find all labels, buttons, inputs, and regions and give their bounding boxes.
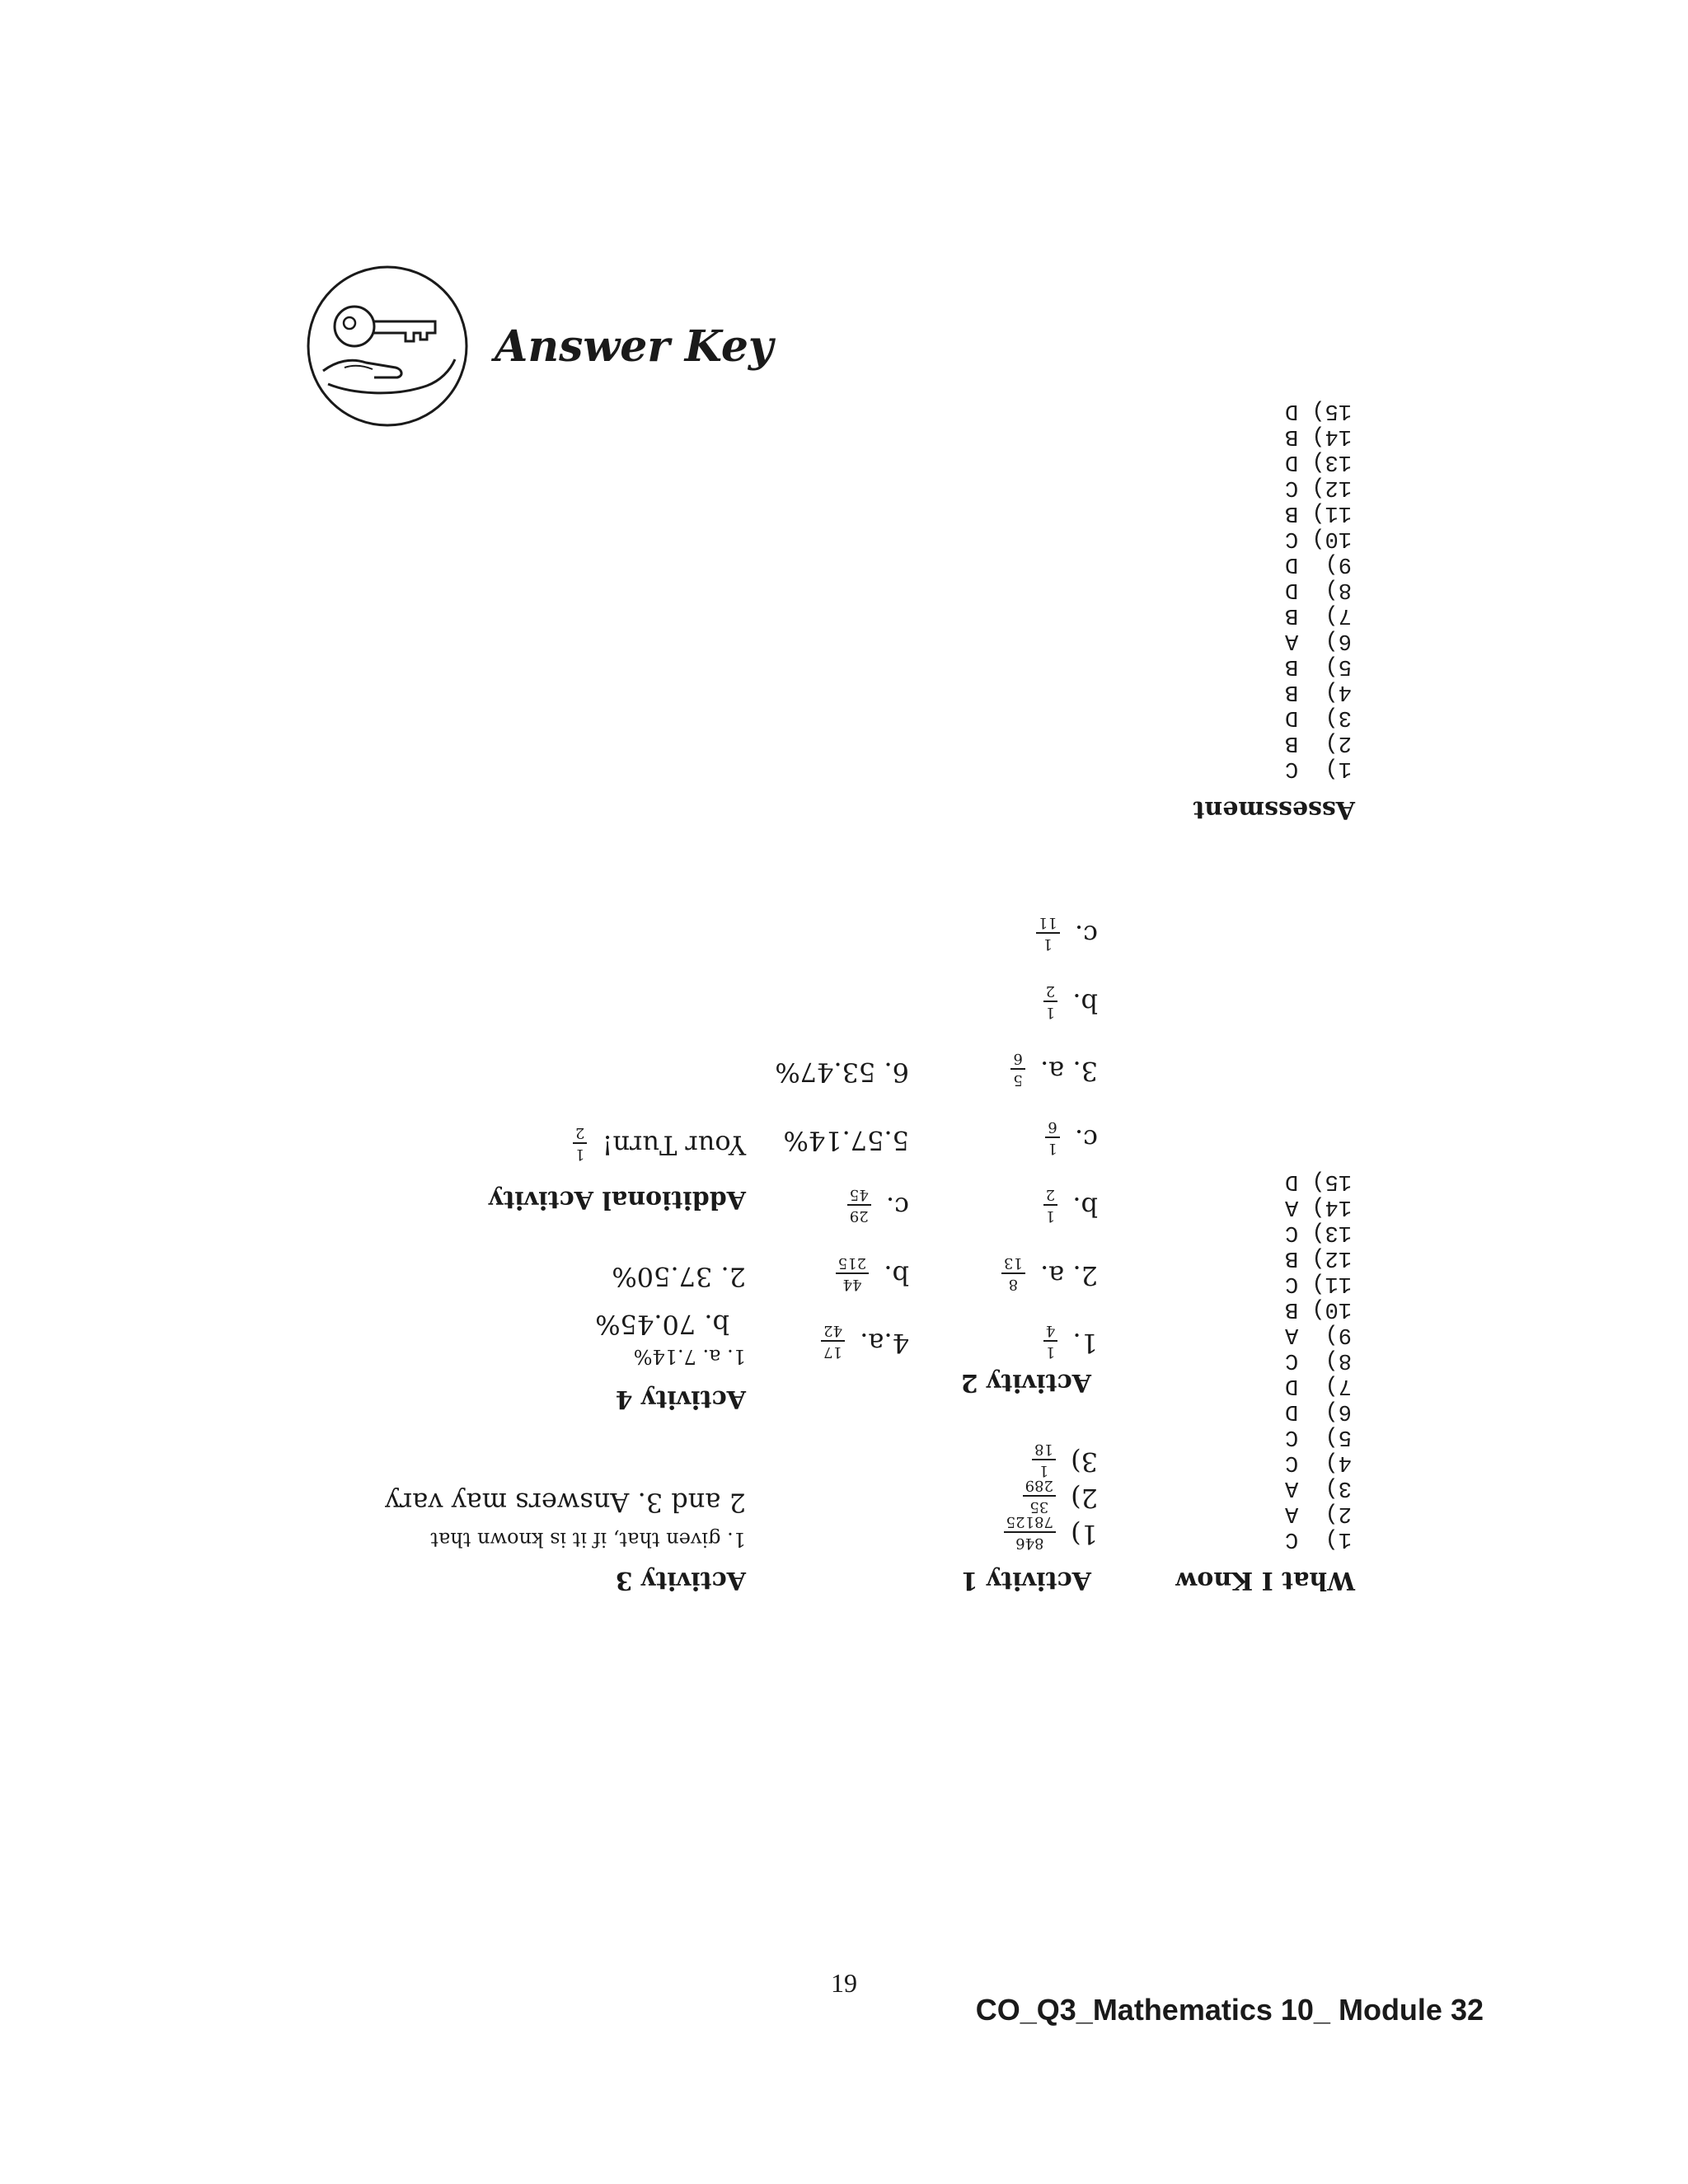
fraction: 1 11 — [1036, 914, 1060, 952]
page-title: Answer Key — [495, 321, 774, 372]
fraction: 1 18 — [1032, 1441, 1056, 1479]
activity2-item: 1. 1 4 — [1043, 1322, 1098, 1360]
activity-mid-item: c. 29 45 — [847, 1186, 909, 1224]
activity2-item: b. 1 2 — [1043, 1186, 1098, 1224]
activity1-item: 3) 1 18 — [1032, 1441, 1098, 1479]
what-i-know-heading: What I Know — [1175, 1566, 1355, 1595]
list-item: 8) C — [1284, 1347, 1352, 1372]
list-item: 15) D — [1284, 1169, 1352, 1193]
activity2-heading: Activity 2 — [960, 1368, 1091, 1397]
fraction: 5 6 — [1010, 1050, 1025, 1088]
activity-mid-item: 5.57.14% — [783, 1125, 909, 1156]
activity-mid-item: 4.a. 17 42 — [821, 1322, 909, 1360]
list-item: 12) C — [1284, 475, 1352, 499]
activity2-item: c. 1 6 — [1045, 1118, 1098, 1156]
list-item: 12) B — [1284, 1245, 1352, 1270]
activity3-line: 1. given that, if it is known that — [430, 1528, 746, 1551]
list-item: 9) D — [1284, 551, 1352, 576]
list-item: 1) C — [1284, 756, 1352, 780]
key-in-hand-icon — [303, 262, 471, 430]
activity3-line: 2 and 3. Answers may vary — [384, 1487, 746, 1518]
fraction: 35 289 — [1023, 1477, 1056, 1515]
activity4-item: b. 70.45% — [595, 1309, 729, 1340]
list-item: 3) A — [1284, 1475, 1352, 1500]
additional-activity-heading: Additional Activity — [489, 1185, 746, 1214]
list-item: 3) D — [1284, 705, 1352, 729]
list-item: 1) C — [1284, 1526, 1352, 1551]
list-item: 10) C — [1284, 526, 1352, 551]
fraction: 1 2 — [573, 1124, 587, 1162]
page-number: 19 — [831, 1968, 857, 1998]
list-item: 5) C — [1284, 1424, 1352, 1449]
list-item: 8) D — [1284, 577, 1352, 602]
list-item: 11) B — [1284, 500, 1352, 525]
activity2-item: 3. a. 5 6 — [1010, 1050, 1098, 1088]
list-item: 9) A — [1284, 1322, 1352, 1347]
list-item: 2) B — [1284, 730, 1352, 755]
list-item: 4) B — [1284, 679, 1352, 704]
list-item: 7) B — [1284, 602, 1352, 627]
activity2-item: c. 1 11 — [1036, 914, 1098, 952]
list-item: 14) A — [1284, 1194, 1352, 1219]
activity3-heading: Activity 3 — [615, 1566, 746, 1595]
assessment-heading: Assessment — [1193, 795, 1355, 824]
list-item: 14) B — [1284, 424, 1352, 448]
list-item: 6) D — [1284, 1399, 1352, 1423]
fraction: 44 215 — [836, 1254, 869, 1292]
activity4-item: 1. a. 7.14% — [633, 1345, 746, 1368]
activity-mid-item: b. 44 215 — [836, 1254, 909, 1292]
list-item: 13) D — [1284, 449, 1352, 474]
list-item: 13) C — [1284, 1220, 1352, 1244]
list-item: 10) B — [1284, 1296, 1352, 1321]
fraction: 17 42 — [821, 1322, 845, 1360]
activity1-item: 2) 35 289 — [1023, 1477, 1098, 1515]
list-item: 5) B — [1284, 654, 1352, 678]
fraction: 29 45 — [847, 1186, 871, 1224]
list-item: 7) D — [1284, 1373, 1352, 1398]
fraction: 1 6 — [1045, 1118, 1059, 1156]
activity4-heading: Activity 4 — [615, 1385, 746, 1413]
module-footer: CO_Q3_Mathematics 10_ Module 32 — [975, 1993, 1484, 2027]
list-item: 15) D — [1284, 398, 1352, 423]
activity-mid-item: 6. 53.47% — [775, 1057, 909, 1088]
list-item: 4) C — [1284, 1450, 1352, 1474]
list-item: 2) A — [1284, 1501, 1352, 1526]
activity1-item: 1) 846 78125 — [1004, 1513, 1098, 1551]
activity2-item: b. 1 2 — [1043, 982, 1098, 1020]
your-turn: Your Turn! 1 2 — [573, 1124, 746, 1162]
fraction: 1 4 — [1043, 1322, 1057, 1360]
assessment-list — [1285, 397, 1352, 780]
activity4-item: 2. 37.50% — [612, 1261, 746, 1292]
fraction: 8 13 — [1001, 1254, 1025, 1292]
activity1-heading: Activity 1 — [960, 1566, 1091, 1595]
list-item: 11) C — [1284, 1271, 1352, 1296]
fraction: 1 2 — [1043, 982, 1057, 1020]
fraction: 846 78125 — [1004, 1513, 1056, 1551]
fraction: 1 2 — [1043, 1186, 1057, 1224]
what-i-know-list — [1285, 1168, 1352, 1551]
list-item: 6) A — [1284, 628, 1352, 653]
activity2-item: 2. a. 8 13 — [1001, 1254, 1098, 1292]
